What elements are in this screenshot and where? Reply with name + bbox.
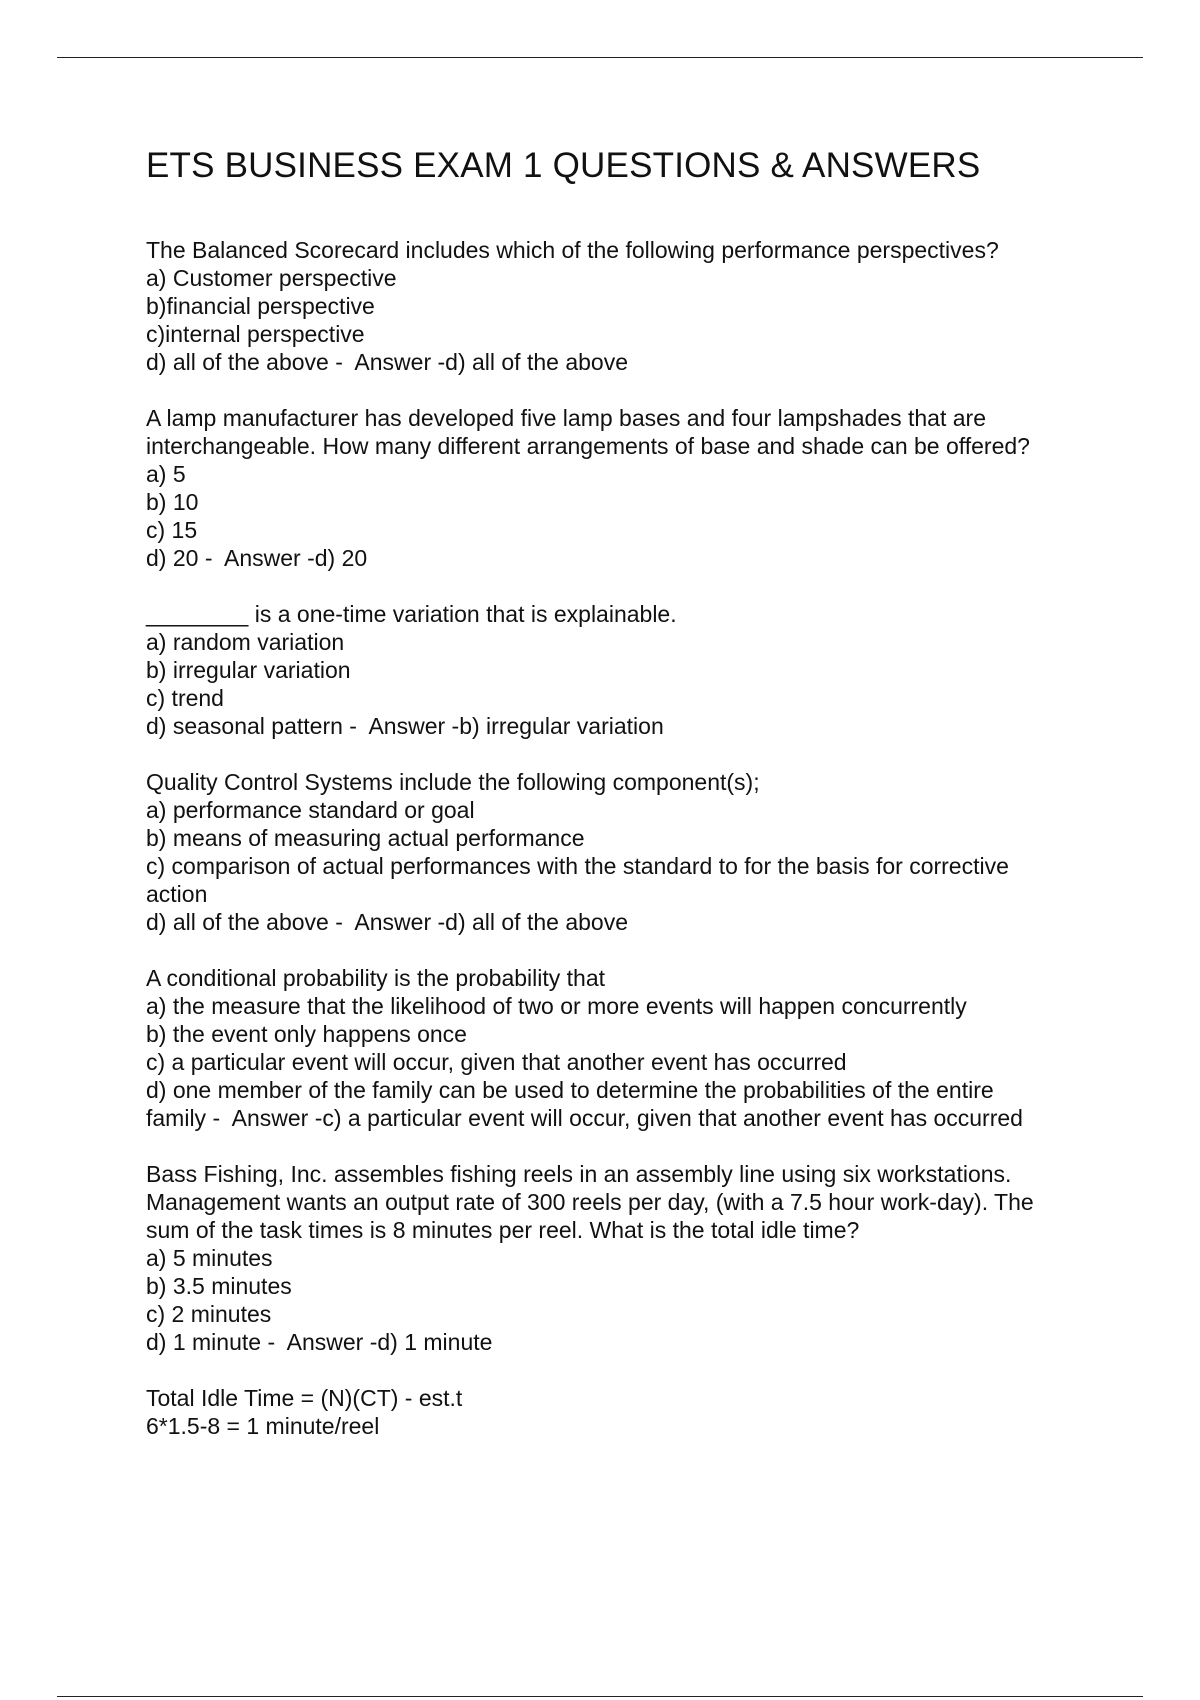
question-block-2 [146,404,1106,572]
formula-line: Total Idle Time = (N)(CT) - est.t [146,1385,463,1411]
answer-option: a) 5 minutes [146,1245,273,1271]
answer-option: c)internal perspective [146,321,365,347]
answer-option: b) irregular variation [146,657,351,683]
question-text: ________ is a one-time variation that is explainable. [146,601,677,627]
answer-option: c) trend [146,685,224,711]
formula-line: 6*1.5-8 = 1 minute/reel [146,1413,380,1439]
bottom-rule [57,1696,1143,1697]
answer-option: a) Customer perspective [146,265,397,291]
question-text: Management wants an output rate of 300 reels per day, (with a 7.5 hour work-day). The [146,1189,1034,1215]
answer-option: a) performance standard or goal [146,797,475,823]
question-block-4 [146,768,1106,936]
question-text: interchangeable. How many different arrangements of base and shade can be offered? [146,433,1030,459]
question-block-6 [146,1160,1106,1356]
answer-option: action [146,881,208,907]
answer-option: c) a particular event will occur, given that another event has occurred [146,1049,847,1075]
document-body [146,140,1106,1440]
question-block-1 [146,236,1106,376]
answer-option-with-answer: d) 20 - Answer -d) 20 [146,545,368,571]
document-title: ETS BUSINESS EXAM 1 QUESTIONS & ANSWERS [146,146,981,185]
answer-option: b) means of measuring actual performance [146,825,585,851]
question-text: Quality Control Systems include the following component(s); [146,769,760,795]
answer-option: c) 15 [146,517,198,543]
question-text: The Balanced Scorecard includes which of the following performance perspectives? [146,237,999,263]
answer-option-with-answer: d) 1 minute - Answer -d) 1 minute [146,1329,493,1355]
answer-option: c) comparison of actual performances with the standard to for the basis for corrective [146,853,1009,879]
answer-option: a) 5 [146,461,186,487]
formula-block [146,1384,1106,1440]
answer-option: a) the measure that the likelihood of two or more events will happen concurrently [146,993,967,1019]
answer-option: c) 2 minutes [146,1301,272,1327]
question-text: Bass Fishing, Inc. assembles fishing reels in an assembly line using six workstations. [146,1161,1012,1187]
answer-option: b)financial perspective [146,293,375,319]
answer-option-with-answer: d) all of the above - Answer -d) all of the above [146,349,628,375]
answer-option-with-answer: d) seasonal pattern - Answer -b) irregular variation [146,713,664,739]
question-block-3 [146,600,1106,740]
question-text: A lamp manufacturer has developed five lamp bases and four lampshades that are [146,405,986,431]
answer-option: b) 10 [146,489,199,515]
answer-option-with-answer: family - Answer -c) a particular event will occur, given that another event has occurred [146,1105,1023,1131]
question-text: sum of the task times is 8 minutes per reel. What is the total idle time? [146,1217,860,1243]
answer-option: b) the event only happens once [146,1021,467,1047]
answer-option: a) random variation [146,629,345,655]
question-list [146,236,1106,1440]
answer-option-with-answer: d) all of the above - Answer -d) all of the above [146,909,628,935]
answer-option: b) 3.5 minutes [146,1273,292,1299]
answer-option: d) one member of the family can be used to determine the probabilities of the entire [146,1077,994,1103]
question-text: A conditional probability is the probability that [146,965,606,991]
question-block-5 [146,964,1106,1132]
top-rule [57,57,1143,58]
